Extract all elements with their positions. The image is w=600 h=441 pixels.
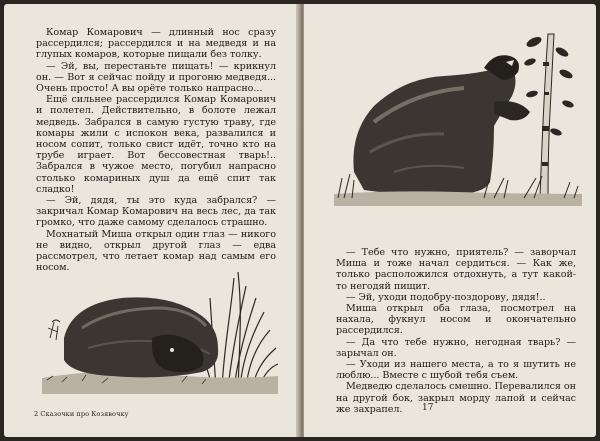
paragraph: — Да что тебе нужно, негодная тварь? — зарычал он. <box>336 336 576 359</box>
footer: 2 Сказочки про Козявочку <box>34 410 129 418</box>
paragraph: — Уходи из нашего места, а то я шутить не люблю... Вместе с шубой тебя съем. <box>336 359 576 382</box>
page-number: 17 <box>422 403 434 413</box>
left-page <box>4 4 300 437</box>
paragraph: — Эй, дядя, ты это куда забрался? — закричал Комар Комарович на весь лес, да так громко, что даже самому сделалось страшно. <box>36 195 276 229</box>
sitting-bear-illustration <box>334 22 582 206</box>
paragraph: Комар Комарович — длинный нос сразу рассердился; рассердился и на медведя и на глупых комаров, которые пищали без толку. <box>36 27 276 61</box>
right-page <box>304 4 596 437</box>
paragraph: Мохнатый Миша открыл один глаз — никого не видно, открыл другой глаз — едва рассмотрел, что летает комар над самым его носом. <box>36 228 276 274</box>
right-page-text <box>336 247 576 415</box>
paragraph: Медведю сделалось смешно. Перевалился он на другой бок, закрыл морду лапой и сейчас же захрапел. <box>336 381 576 415</box>
sleeping-bear-illustration <box>42 268 278 394</box>
paragraph: Миша открыл оба глаза, посмотрел на нахала, фукнул носом и окончательно рассердился. <box>336 303 576 337</box>
paragraph: Ещё сильнее рассердился Комар Комарович и полетел. Действительно, в болоте лежал медведь. Забрался в самую густую траву, где комары жили с испокон века, развалился и носом сопит, только свист идёт, точно кто на трубе играет. Вот бессовестная тварь!.. Забрался в чужое место, погубил напрасно столько комариных душ да ещё спит так сладко! <box>36 94 276 195</box>
left-page-text <box>36 27 276 273</box>
paragraph: — Эй, уходи подобру-поздорову, дядя!.. <box>346 291 546 303</box>
paragraph: — Тебе что нужно, приятель? — заворчал Миша и тоже начал сердиться. — Как же, только расположился отдохнуть, а тут какой-то негодяй пищит. <box>336 247 576 292</box>
paragraph: — Эй, вы, перестаньте пищать! — крикнул он. — Вот я сейчас пойду и прогоню медведя... Очень просто! А вы орёте только напрасно... <box>36 60 276 95</box>
